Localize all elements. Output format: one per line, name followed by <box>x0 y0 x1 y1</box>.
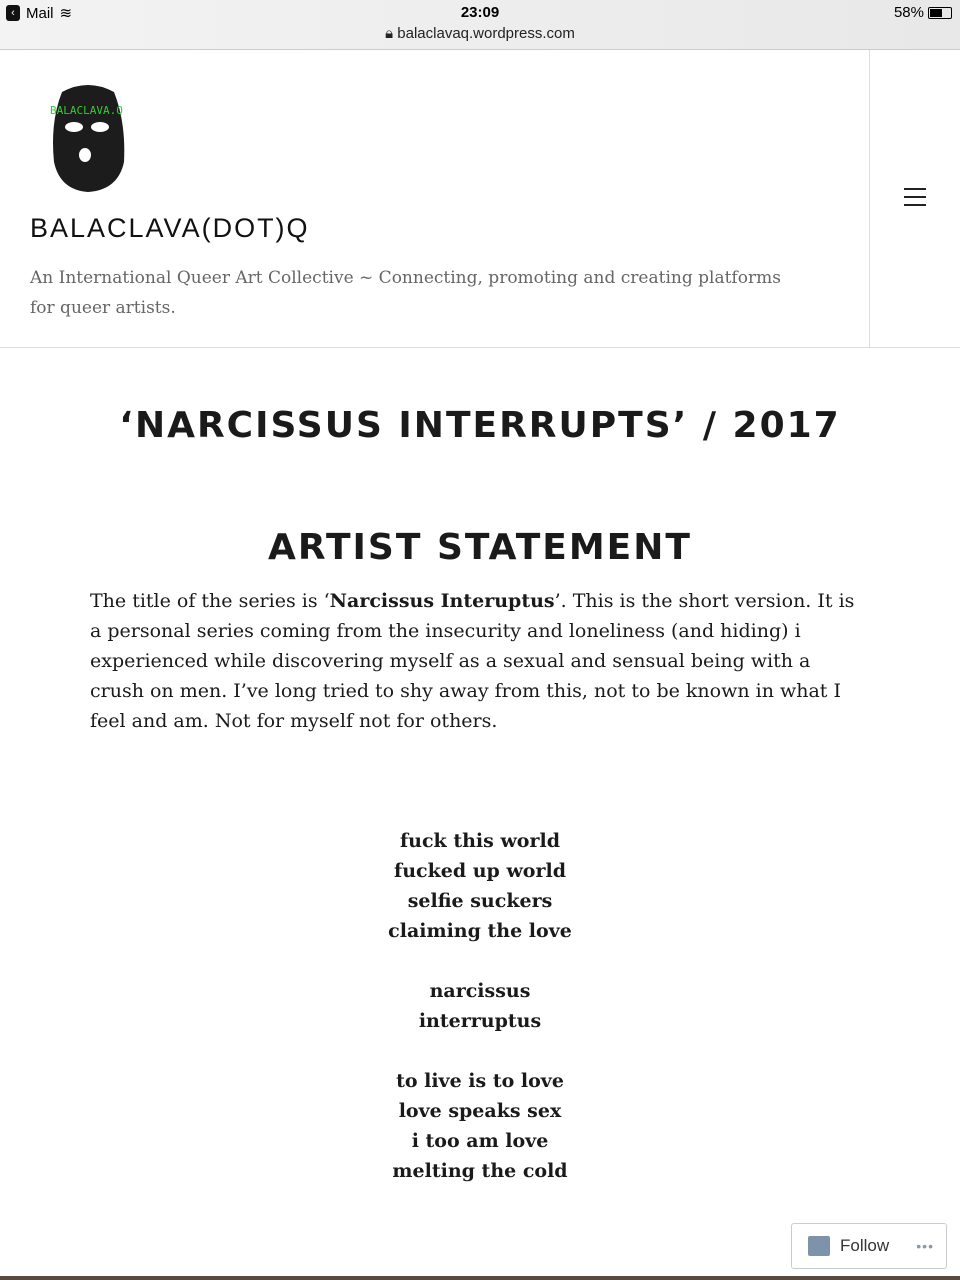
section-heading: ARTIST STATEMENT <box>268 527 692 568</box>
site-header <box>0 50 870 348</box>
balaclava-logo[interactable] <box>48 82 128 194</box>
poem-line: narcissus <box>429 980 531 1002</box>
follow-reader-icon <box>808 1236 830 1256</box>
clock: 23:09 <box>460 4 500 21</box>
poem-line: to live is to love <box>396 1070 564 1092</box>
artist-statement <box>90 586 870 736</box>
site-tagline: An International Queer Art Collective ~ Connecting, promoting and creating platforms for queer artists. <box>30 268 781 318</box>
poem-stanza <box>0 976 960 1036</box>
divider <box>0 347 960 348</box>
status-bar <box>0 0 960 50</box>
post-title: ‘NARCISSUS INTERRUPTS’ / 2017 <box>119 405 841 446</box>
poem-line: fucked up world <box>394 860 566 882</box>
url-text: balaclavaq.wordpress.com <box>397 25 575 42</box>
poem <box>0 826 960 1216</box>
bottom-edge <box>0 1276 960 1280</box>
battery-percent: 58% <box>893 4 924 21</box>
text: The title of the series is ‘ <box>90 590 330 612</box>
series-name: Narcissus Interuptus <box>329 590 555 612</box>
back-app-label[interactable]: Mail <box>26 4 54 22</box>
poem-line: i too am love <box>411 1130 549 1152</box>
follow-button[interactable] <box>791 1223 947 1269</box>
poem-stanza <box>0 826 960 946</box>
poem-line: fuck this world <box>400 830 560 852</box>
poem-line: selfie suckers <box>407 890 553 912</box>
poem-line: claiming the love <box>388 920 572 942</box>
url-bar[interactable] <box>0 25 960 42</box>
svg-text:BALACLAVA.Q: BALACLAVA.Q <box>50 104 123 117</box>
poem-stanza <box>0 1066 960 1186</box>
more-options-icon[interactable]: ••• <box>916 1238 934 1254</box>
wifi-icon: ≋ <box>59 5 73 22</box>
follow-label: Follow <box>840 1236 890 1255</box>
battery-icon <box>928 7 952 19</box>
text: ’. This is the short version. It is a personal series coming from the insecurity and loneliness (and hiding) i experienced while discovering myself as a sexual and sensual being with a crush on men. I’ve long tried to shy away from this, not to be known in what I feel and am. Not for myself not for others. <box>90 590 855 732</box>
site-title[interactable]: BALACLAVA(DOT)Q <box>30 213 310 243</box>
poem-line: interruptus <box>418 1010 542 1032</box>
back-icon[interactable]: ‹ <box>6 5 20 21</box>
poem-line: melting the cold <box>392 1160 568 1182</box>
lock-icon: 🔒︎ <box>385 25 394 42</box>
hamburger-menu-icon[interactable] <box>904 188 926 206</box>
poem-line: love speaks sex <box>398 1100 562 1122</box>
